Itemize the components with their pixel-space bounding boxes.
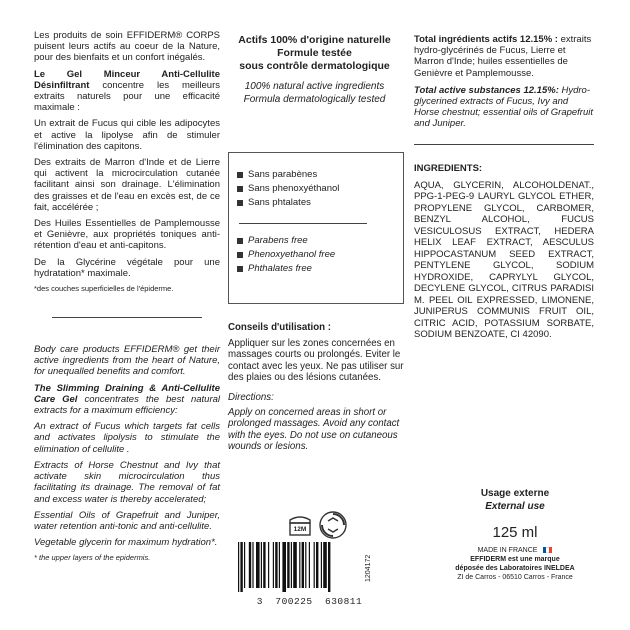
brand-address: ZI de Carros - 06510 Carros - France (457, 574, 573, 581)
made-in (430, 546, 600, 555)
left-column (34, 30, 220, 567)
footnote-fr: *des couches superficielles de l'épiderme. (34, 284, 174, 294)
made-in-label: MADE IN FRANCE (477, 547, 538, 554)
usage-fr: Usage externe (480, 488, 550, 499)
active-total-fr-text: extraits hydro-glycérinés de Fucus, Lierre et Marron d'Inde; huiles essentielles de Genièvre et Pamplemousse. (414, 34, 592, 79)
free-item-fr: Sans phtalates (237, 197, 339, 208)
pao-label: 12M (293, 526, 307, 533)
active-total-en-text: Hydro-glycerined extracts of Fucus, Ivy and Horse chestnut; essential oils of Grapefruit and Juniper. (414, 84, 594, 130)
free-from-list-fr (237, 169, 339, 211)
free-from-box (228, 152, 404, 304)
active-total-en-title: Total active substances 12.15%: (414, 84, 559, 96)
product-name-fr: Le Gel Minceur Anti-Cellulite Désinfiltrant (34, 68, 220, 91)
benefit-en-3: Essential Oils of Grapefruit and Juniper, water retention anti-tonic and anti-cellulite. (34, 509, 220, 532)
benefit-fr-4: De la Glycérine végétale pour une hydratation* maximale. (34, 256, 220, 279)
barcode-bar (268, 542, 269, 588)
barcode-bar (305, 542, 306, 588)
claims-fr (227, 34, 402, 73)
barcode-bar (287, 542, 289, 588)
benefit-en-1: An extract of Fucus which targets fat cells and activates lipolysis to stimulate the elimination of cellulite . (34, 421, 220, 455)
free-item-en: Phenoxyethanol free (237, 249, 335, 260)
product-desc-rest-fr: concentre les meilleurs extraits naturels pour une efficacité maximale : (34, 79, 221, 114)
barcode-digits: 3 700225 630811 (256, 596, 363, 607)
directions-fr: Appliquer sur les zones concernées en massages courts ou prolongés. Eviter le contact avec les yeux. Ne pas utiliser sur des plaies ou des lésions cutanées. (228, 337, 404, 384)
benefit-fr-3: Des Huiles Essentielles de Pamplemousse et Genièvre, aux propriétés toniques anti-rétention d'eau et anti-capitons. (34, 218, 220, 252)
barcode-bar (328, 542, 330, 592)
middle-column (227, 34, 402, 106)
intro-en: Body care products EFFIDERM® get their active ingredients from the heart of Nature, for unequalled benefits and comfort. (34, 344, 220, 378)
ingredients-list: AQUA, GLYCERIN, ALCOHOLDENAT., PPG-1-PEG-9 LAURYL GLYCOL ETHER, PROPYLENE GLYCOL, CARBOMER, BENZYL ALCOHOL, FUCUS VESICULOSUS EXTRACT, HEDERA HELIX LEAF EXTRACT, AESCULUS HIPPOCASTANUM SEED EXTRACT, PENTYLENE GLYCOL, SODIUM HYDROXIDE, CAPRYLYL GLYCOL, DECYLENE GLYCOL, CITRUS PARADISI M. PEEL OIL EXPRESSED, LIMONENE, JUNIPERUS COMMUNIS FRUIT OIL, CITRIC ACID, POTASSIUM SORBATE, SODIUM BENZOATE, CI 42090. (414, 179, 594, 341)
free-item-en: Phthalates free (237, 263, 335, 274)
claims-en (227, 81, 402, 106)
right-column (414, 34, 594, 346)
usage-section (430, 488, 600, 541)
product-name-en: The Slimming Draining & Anti-Cellulite Care Gel (34, 382, 220, 405)
active-total-fr (414, 34, 594, 79)
claim-derm-fr: sous contrôle dermatologique (239, 60, 390, 72)
barcode-bar (263, 542, 265, 588)
barcode (232, 542, 387, 607)
pao-jar-icon (287, 512, 313, 538)
claim-natural-fr: Actifs 100% d'origine naturelle (238, 34, 391, 46)
benefit-en-4: Vegetable glycerin for maximum hydration*. (34, 537, 218, 549)
brand-line-1: EFFIDERM est une marque (470, 556, 560, 563)
barcode-bar (309, 542, 310, 588)
barcode-bar (249, 542, 251, 588)
active-total-fr-title: Total ingrédients actifs 12.15% : (414, 34, 558, 45)
product-desc-fr (34, 69, 220, 114)
recycle-triman-icon (318, 510, 348, 540)
barcode-bars (232, 542, 387, 594)
footnote-en: * the upper layers of the epidermis. (34, 553, 151, 563)
lot-number: 1204172 (365, 554, 372, 582)
brand-line-2: déposée des Laboratoires INELDEA (455, 565, 575, 572)
active-total-en (414, 85, 594, 130)
ingredients-title: INGREDIENTS: (414, 162, 483, 174)
free-from-list-en (237, 235, 335, 277)
barcode-bar (291, 542, 292, 588)
intro-fr: Les produits de soin EFFIDERM® CORPS puisent leurs actifs au coeur de la Nature, pour des bienfaits et un confort inégalés. (34, 30, 220, 64)
france-flag-icon (542, 547, 552, 553)
benefit-fr-2: Des extraits de Marron d'Inde et de Lierre qui activent la microcirculation cutanée facilitant ainsi son drainage. L'élimination des graisses et de l'eau en excès est, de ce fait, accélérée ; (34, 157, 220, 213)
manufacturer-info (430, 546, 600, 582)
free-item-fr: Sans parabènes (237, 169, 339, 180)
claim-tested-fr: Formule testée (277, 47, 352, 59)
barcode-bar (256, 542, 260, 588)
barcode-bar (323, 542, 327, 588)
product-desc-rest-en: concentrates the best natural extracts for a maximum efficiency: (34, 393, 221, 417)
directions-title-fr: Conseils d'utilisation : (228, 322, 331, 333)
barcode-bar (321, 542, 322, 588)
box-divider (239, 223, 367, 224)
product-desc-en (34, 383, 220, 417)
barcode-bar (302, 542, 304, 588)
volume: 125 ml (492, 524, 538, 541)
barcode-bar (244, 542, 245, 588)
usage-en: External use (485, 501, 545, 512)
claim-natural-en: 100% natural active ingredients (244, 81, 385, 92)
divider (414, 144, 594, 145)
barcode-bar (240, 542, 242, 592)
divider (52, 317, 202, 318)
barcode-bar (279, 542, 280, 588)
barcode-bar (299, 542, 300, 588)
directions-en: Apply on concerned areas in short or prolonged massages. Avoid any contact with the eyes. Do not use on cutaneous wounds or lesions. (228, 406, 400, 453)
free-item-fr: Sans phenoxyéthanol (237, 183, 339, 194)
barcode-bar (314, 542, 315, 588)
claim-tested-en: Formula dermatologically tested (243, 93, 386, 105)
barcode-bar (275, 542, 277, 588)
benefit-en-2: Extracts of Horse Chestnut and Ivy that activate skin microcirculation thus facilitating its drainage. The removal of fat and excess water is thereby accelerated; (34, 459, 220, 505)
barcode-bar (261, 542, 262, 588)
barcode-bar (273, 542, 274, 588)
directions-section (228, 322, 406, 458)
barcode-bar (293, 542, 297, 588)
benefit-fr-1: Un extrait de Fucus qui cible les adipocytes et active la lipolyse afin de stimuler l'élimination des capitons. (34, 118, 220, 152)
barcode-bar (252, 542, 253, 588)
barcode-bar (238, 542, 239, 592)
free-item-en: Parabens free (237, 235, 335, 246)
barcode-bar (316, 542, 318, 588)
directions-title-en: Directions: (228, 391, 274, 403)
barcode-bar (282, 542, 286, 592)
